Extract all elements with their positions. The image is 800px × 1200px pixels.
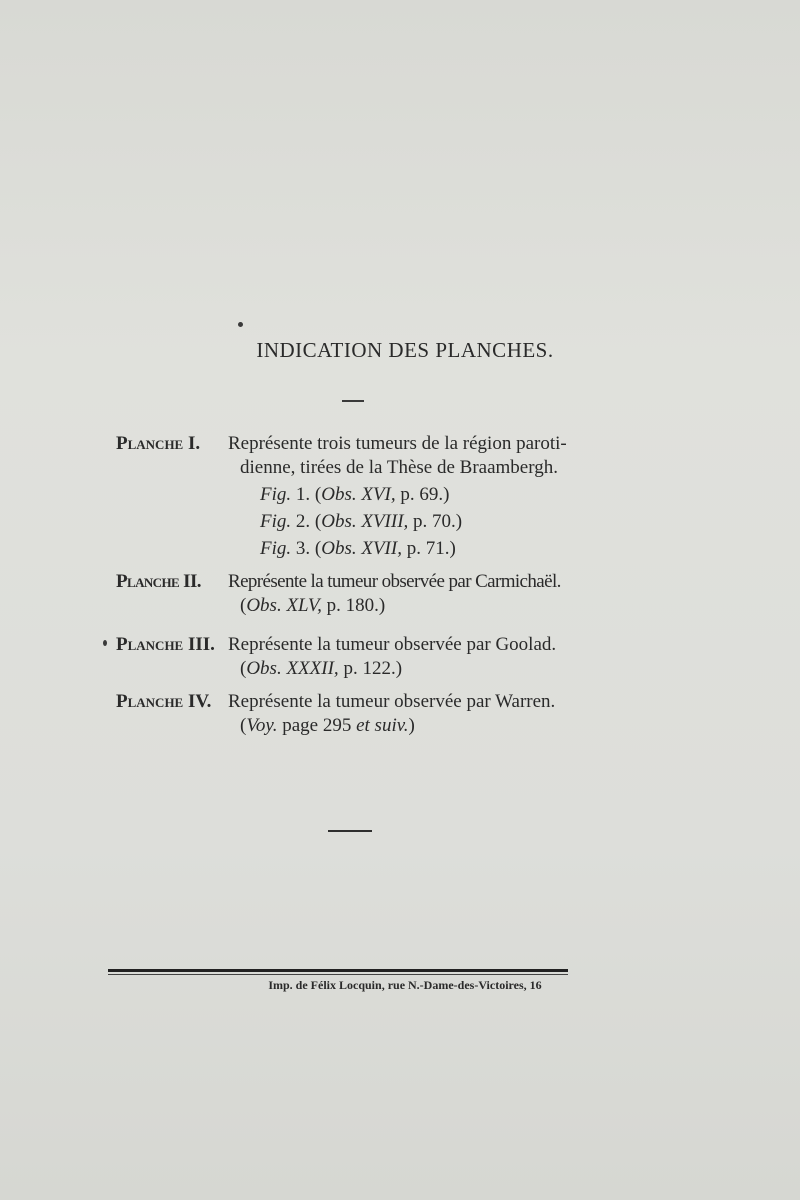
obs-label: Obs. <box>321 511 357 532</box>
planche-4-reference: (Voy. page 295 et suiv.) <box>240 715 415 736</box>
obs-roman: XLV, <box>286 595 322 616</box>
obs-label: Obs. <box>246 595 282 616</box>
voy-label: Voy. <box>246 715 278 736</box>
obs-roman: XVII, <box>361 538 402 559</box>
planche-1-continuation: dienne, tirées de la Thèse de Braambergh. <box>240 457 558 478</box>
planche-2-text: Représente la tumeur observée par Carmichaël. <box>228 571 561 592</box>
fig-page: p. 70.) <box>413 511 463 532</box>
ink-dot <box>238 322 243 327</box>
planche-4-label: Planche IV. <box>116 691 212 712</box>
planche-3-text: Représente la tumeur observée par Goolad. <box>228 634 557 655</box>
imprint-line: Imp. de Félix Locquin, rue N.-Dame-des-Victoires, 16 <box>268 978 542 992</box>
planche-1-fig-3: Fig. 3. (Obs. XVII, p. 71.) <box>260 538 456 559</box>
planche-2-label: Planche II. <box>116 571 201 592</box>
fig-number: 3. <box>295 538 311 559</box>
page-title: INDICATION DES PLANCHES. <box>256 338 554 362</box>
obs-label: Obs. <box>321 538 357 559</box>
ink-mark <box>103 640 107 646</box>
fig-number: 1. <box>295 484 311 505</box>
obs-roman: XXXII, <box>286 658 339 679</box>
ref-page: p. 122.) <box>343 658 403 679</box>
planche-1-fig-2: Fig. 2. (Obs. XVIII, p. 70.) <box>260 511 463 532</box>
obs-label: Obs. <box>246 658 282 679</box>
ref-page: page 295 <box>282 715 352 736</box>
planche-3-label: Planche III. <box>116 634 215 655</box>
footer-rule <box>108 969 568 972</box>
end-divider <box>328 830 372 832</box>
ref-suiv: et suiv. <box>356 715 409 736</box>
planche-3-entry <box>116 631 556 658</box>
planche-2-entry <box>116 568 561 595</box>
obs-roman: XVI, <box>361 484 396 505</box>
planche-4-text: Représente la tumeur observée par Warren. <box>228 691 556 712</box>
footer-rule-thin <box>108 974 568 975</box>
planche-1-entry <box>116 430 567 457</box>
fig-label: Fig. <box>260 484 292 505</box>
planche-1-label: Planche I. <box>116 433 201 454</box>
fig-page: p. 69.) <box>400 484 450 505</box>
fig-label: Fig. <box>260 538 292 559</box>
planche-1-text: Représente trois tumeurs de la région paroti- <box>228 433 567 454</box>
planche-3-reference: (Obs. XXXII, p. 122.) <box>240 658 403 679</box>
fig-number: 2. <box>295 511 311 532</box>
fig-label: Fig. <box>260 511 292 532</box>
planche-1-fig-1: Fig. 1. (Obs. XVI, p. 69.) <box>260 484 450 505</box>
obs-roman: XVIII, <box>361 511 409 532</box>
fig-page: p. 71.) <box>406 538 456 559</box>
obs-label: Obs. <box>321 484 357 505</box>
ref-page: p. 180.) <box>326 595 386 616</box>
planche-2-reference: (Obs. XLV, p. 180.) <box>240 595 386 616</box>
planche-4-entry <box>116 688 555 715</box>
title-divider <box>342 400 364 402</box>
